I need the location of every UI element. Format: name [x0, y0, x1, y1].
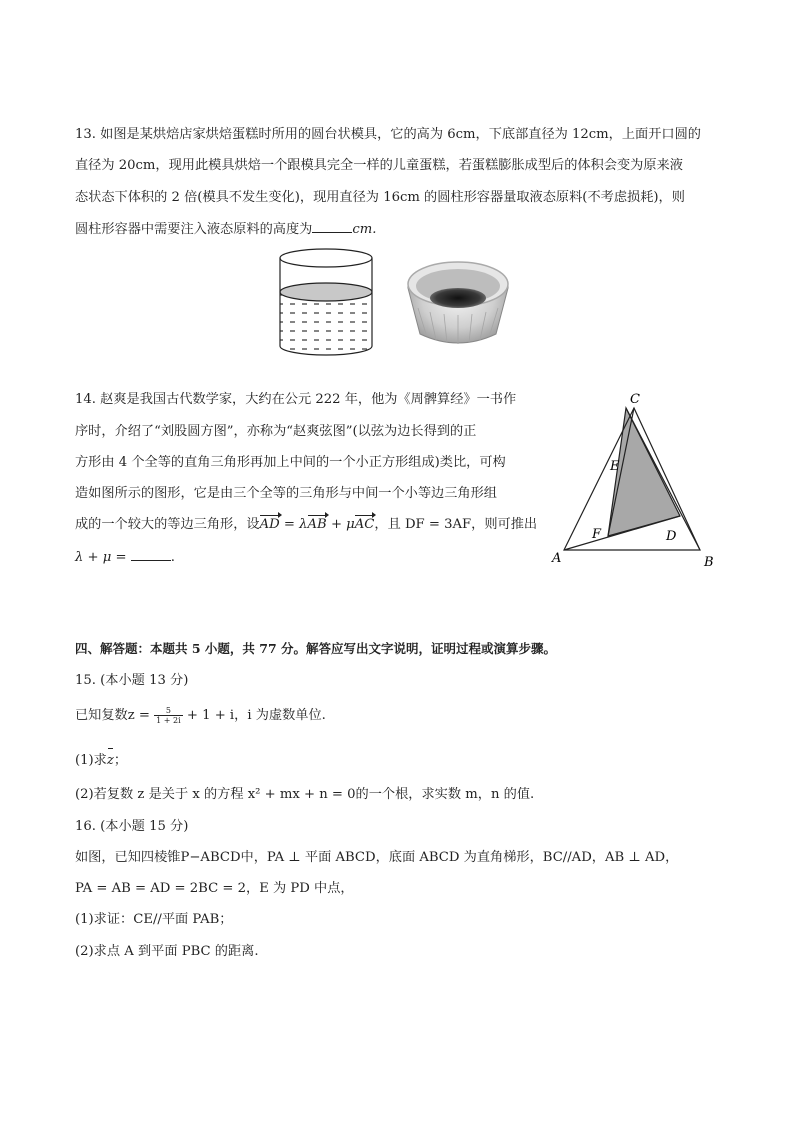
- q15-part-2: (2)若复数 z 是关于 x 的方程 x² + mx + n = 0的一个根，求实数 m，n 的值.: [75, 787, 535, 802]
- label-f: F: [592, 527, 602, 542]
- q15-part-1-end: ；: [113, 753, 128, 768]
- q14-line-2: 序时，介绍了“刘股圆方图”，亦称为“赵爽弦图”(以弦为边长得到的正: [75, 424, 477, 439]
- section-4-heading: 四、解答题：本题共 5 小题，共 77 分。解答应写出文字说明，证明过程或演算步骤。: [75, 641, 557, 656]
- q15-frac-denominator: 1 + 2i: [156, 716, 181, 725]
- q13-unit: cm.: [352, 222, 377, 237]
- label-e: E: [610, 459, 620, 474]
- label-c: C: [630, 392, 640, 407]
- q13-line-4-text: 圆柱形容器中需要注入液态原料的高度为: [75, 222, 313, 237]
- q14-answer-blank: [131, 548, 171, 561]
- q16-part-2: (2)求点 A 到平面 PBC 的距离.: [75, 944, 259, 959]
- label-d: D: [666, 529, 677, 544]
- q15-part-1: [75, 752, 127, 770]
- q13-line-4: [75, 220, 376, 239]
- q15-stem: [75, 706, 326, 725]
- cylinder-container-figure: [276, 246, 378, 358]
- label-a: A: [552, 551, 562, 566]
- q14-period: .: [170, 550, 175, 565]
- q14-line-5-text: 成的一个较大的等边三角形，设: [75, 517, 260, 532]
- q16-line-1: 如图，已知四棱锥P−ABCD中，PA ⊥ 平面 ABCD，底面 ABCD 为直角梯形，BC//AD，AB ⊥ AD，: [75, 850, 679, 865]
- vector-ad: AD: [259, 517, 280, 532]
- q14-condition: ，且 DF = 3AF，则可推出: [374, 517, 538, 532]
- equilateral-triangle-figure: [546, 390, 724, 572]
- q15-stem-tail: + 1 + i，i 为虚数单位.: [182, 708, 326, 723]
- conjugate-z: z: [106, 753, 114, 768]
- q15-part-1-text: (1)求: [75, 753, 107, 768]
- q16-heading: 16. (本小题 15 分): [75, 819, 189, 834]
- q14-sum-expr: λ + μ =: [75, 550, 131, 565]
- q14-eq-mu: + μ: [326, 517, 355, 532]
- q14-line-5: [75, 516, 537, 534]
- q14-line-4: 造如图所示的图形，它是由三个全等的三角形与中间一个小等边三角形组: [75, 486, 497, 501]
- q13-line-3: 态状态下体积的 2 倍(模具不发生变化)，现用直径为 16cm 的圆柱形容器量取液态原料(不考虑损耗)，则: [75, 190, 685, 205]
- q16-line-2: PA = AB = AD = 2BC = 2，E 为 PD 中点，: [75, 881, 354, 896]
- vector-ac: AC: [354, 517, 375, 532]
- q13-line-1: 13. 如图是某烘焙店家烘焙蛋糕时所用的圆台状模具，它的高为 6cm，下底部直径为 12cm，上面开口圆的: [75, 127, 701, 142]
- q15-frac-numerator: 5: [154, 706, 183, 716]
- q13-line-2: 直径为 20cm，现用此模具烘焙一个跟模具完全一样的儿童蛋糕，若蛋糕膨胀成型后的体积会变为原来液: [75, 158, 683, 173]
- q13-answer-blank: [312, 220, 352, 233]
- q14-line-6: [75, 548, 175, 567]
- label-b: B: [704, 555, 714, 570]
- q15-heading: 15. (本小题 13 分): [75, 673, 189, 688]
- q16-part-1: (1)求证：CE//平面 PAB；: [75, 912, 233, 927]
- q14-line-3: 方形由 4 个全等的直角三角形再加上中间的一个小正方形组成)类比，可构: [75, 455, 506, 470]
- q15-stem-text: 已知复数z =: [75, 708, 155, 723]
- q14-eq-lambda: = λ: [279, 517, 308, 532]
- q14-line-1: 14. 赵爽是我国古代数学家，大约在公元 222 年，他为《周髀算经》一书作: [75, 392, 517, 407]
- q15-fraction: [154, 706, 183, 725]
- vector-ab: AB: [307, 517, 327, 532]
- foil-mold-photo: [398, 248, 518, 356]
